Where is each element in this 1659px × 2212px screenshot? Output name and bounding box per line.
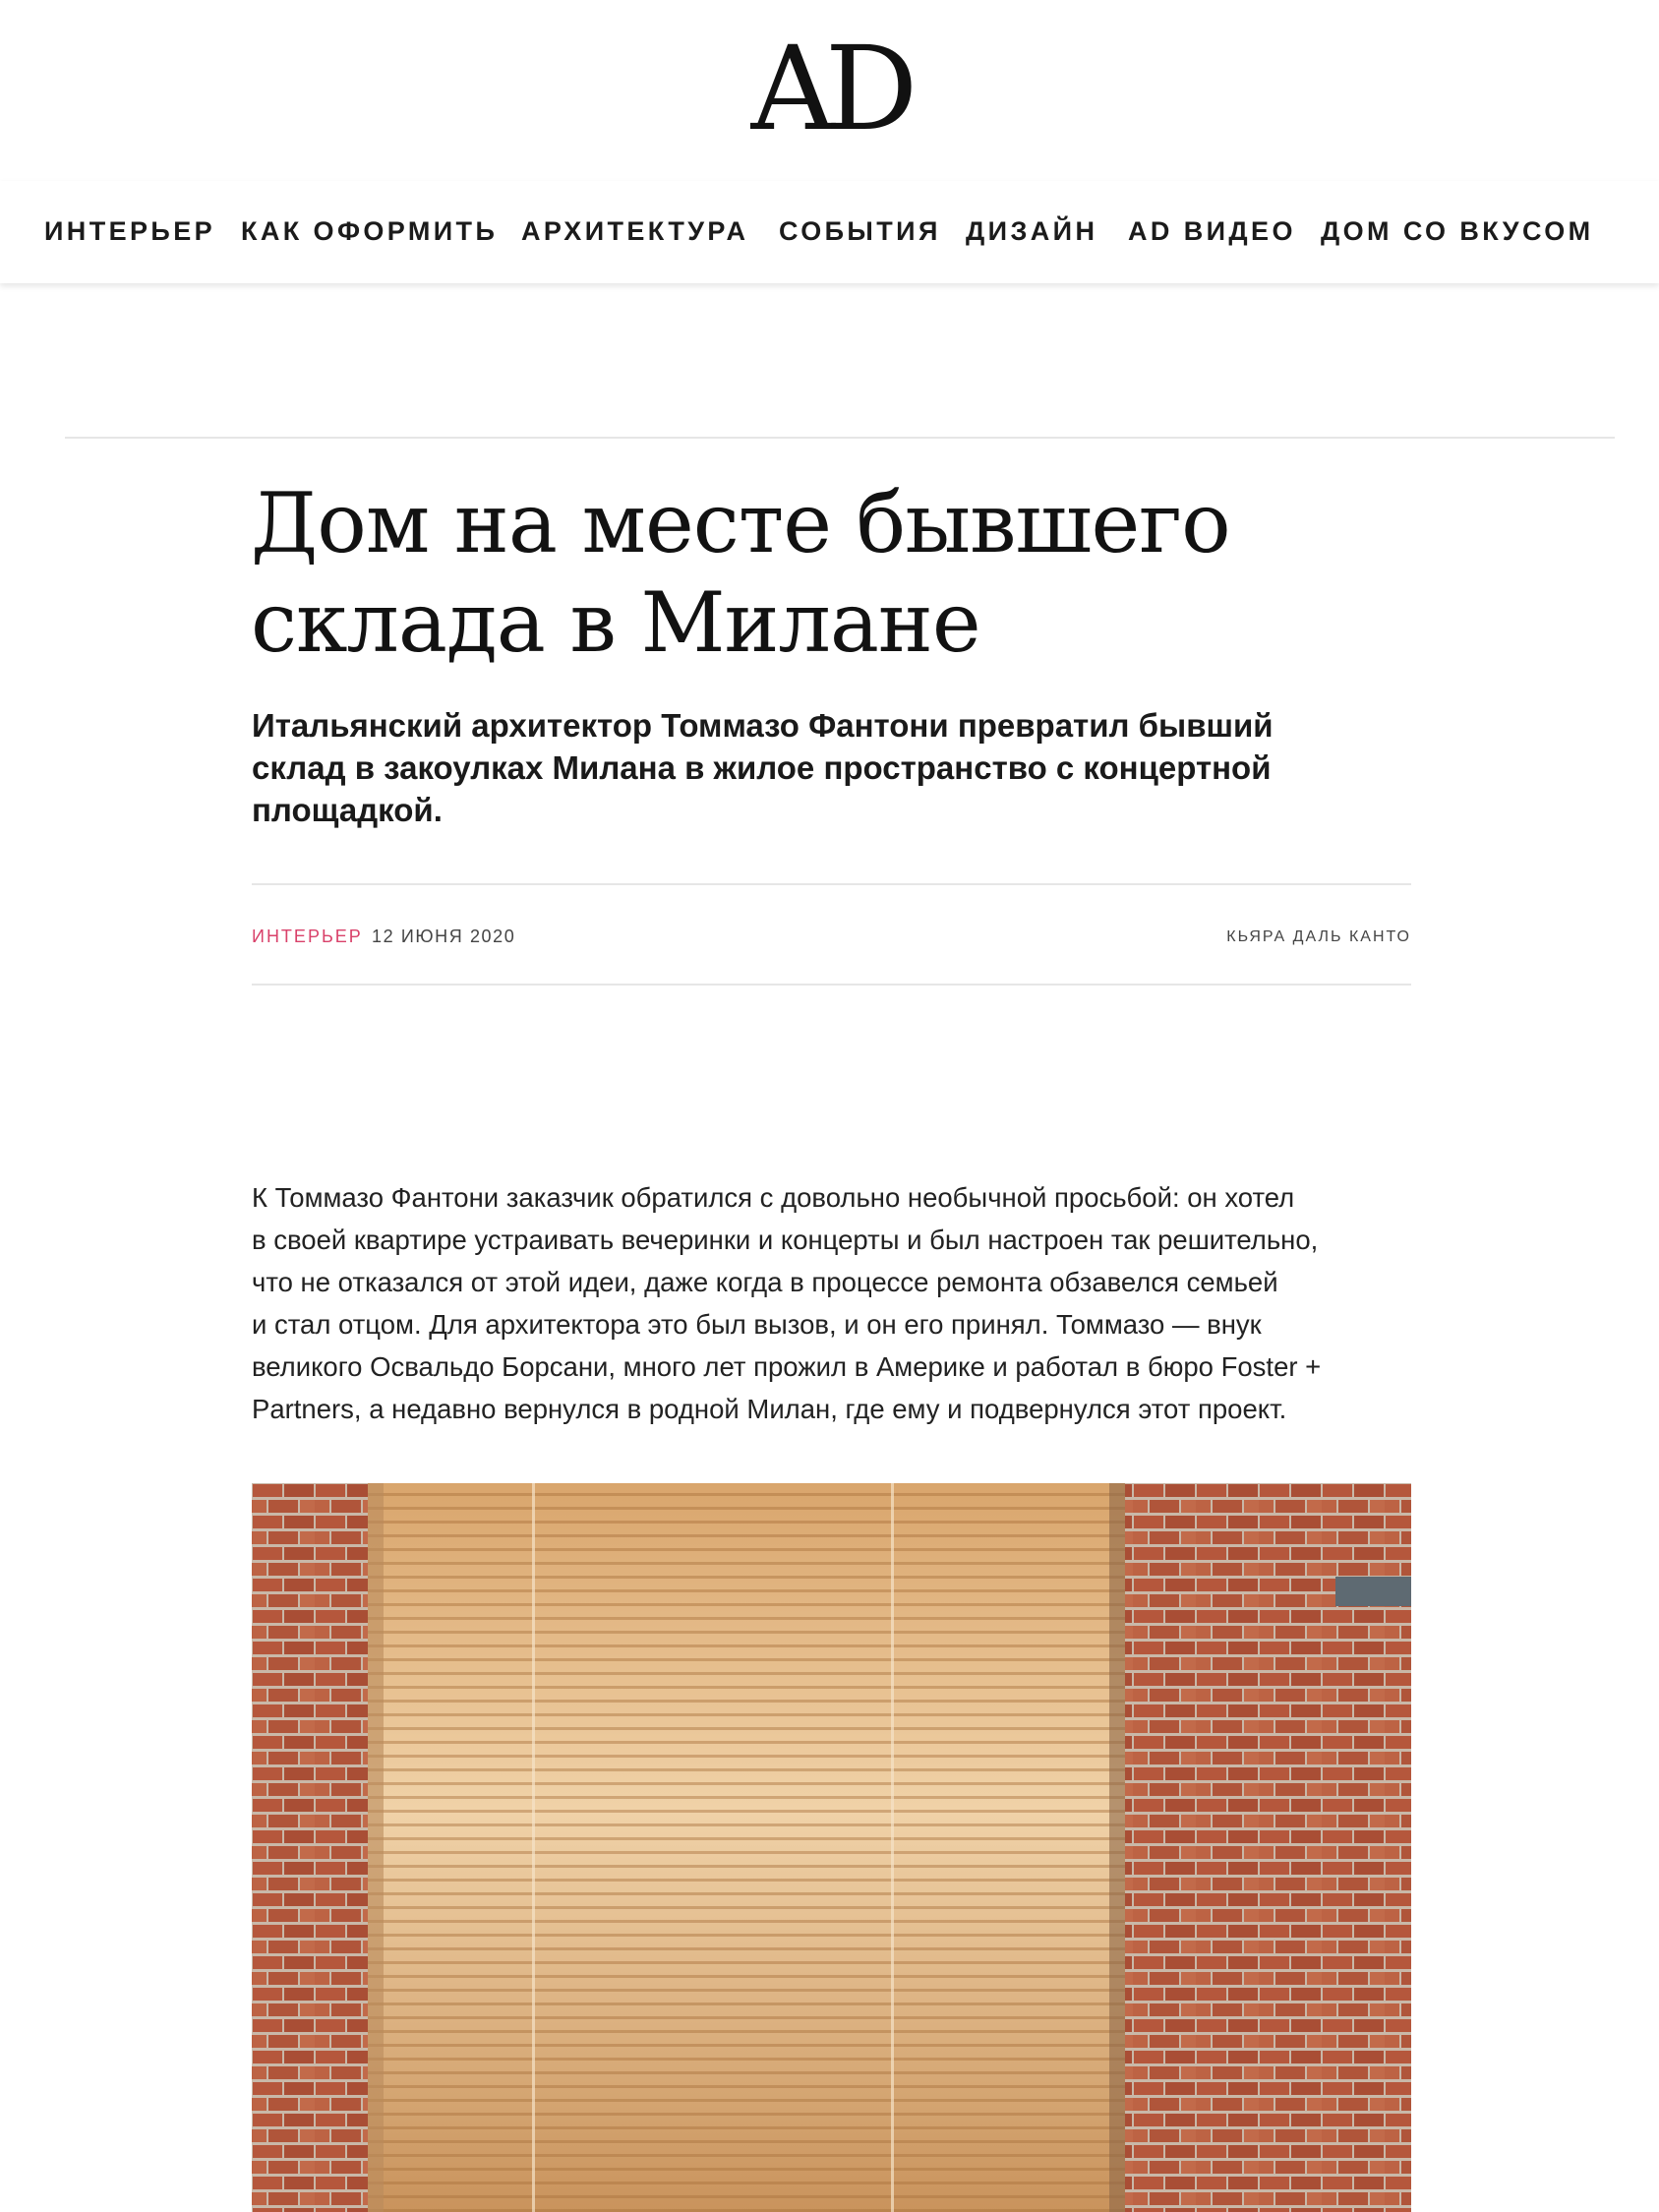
body-line: в своей квартире устраивать вечеринки и концерты и был настроен так решительно,: [252, 1225, 1319, 1255]
article-subtitle: [252, 704, 1383, 831]
divider: [65, 437, 1615, 439]
nav-item-design[interactable]: ДИЗАЙН: [966, 216, 1098, 246]
subtitle-line: площадкой.: [252, 792, 443, 828]
site-logo[interactable]: AD: [750, 21, 909, 156]
main-nav: [0, 181, 1659, 283]
body-line: что не отказался от этой идеи, даже когда в процессе ремонта обзавелся семьей: [252, 1267, 1278, 1297]
meta-divider-top: [252, 883, 1411, 885]
body-line: Partners, а недавно вернулся в родной Милан, где ему и подвернулся этот проект.: [252, 1394, 1287, 1424]
article-title: [251, 474, 1392, 673]
meta-divider-bottom: [252, 984, 1411, 986]
article-date: 12 ИЮНЯ 2020: [372, 927, 516, 946]
nav-item-architecture[interactable]: АРХИТЕКТУРА: [521, 216, 749, 246]
nav-item-how-to[interactable]: КАК ОФОРМИТЬ: [241, 216, 499, 246]
brick-wall-blinds-illustration: [252, 1483, 1411, 2212]
article-photo: [252, 1483, 1411, 2212]
nav-item-ad-video[interactable]: AD ВИДЕО: [1128, 216, 1296, 246]
title-line: склада в Милане: [251, 574, 980, 671]
subtitle-line: Итальянский архитектор Томмазо Фантони превратил бывший: [252, 707, 1274, 744]
nav-item-events[interactable]: СОБЫТИЯ: [779, 216, 941, 246]
body-line: и стал отцом. Для архитектора это был вызов, и он его принял. Томмазо — внук: [252, 1309, 1262, 1340]
article-category-link[interactable]: ИНТЕРЬЕР: [252, 927, 363, 946]
nav-item-tasteful-home[interactable]: ДОМ СО ВКУСОМ: [1321, 216, 1594, 246]
subtitle-line: склад в закоулках Милана в жилое пространство с концертной: [252, 749, 1272, 786]
article-author-link[interactable]: КЬЯРА ДАЛЬ КАНТО: [1226, 928, 1411, 945]
body-line: великого Освальдо Борсани, много лет прожил в Америке и работал в бюро Foster +: [252, 1351, 1322, 1382]
body-line: К Томмазо Фантони заказчик обратился с довольно необычной просьбой: он хотел: [252, 1182, 1295, 1213]
title-line: Дом на месте бывшего: [251, 475, 1230, 571]
article-body: [252, 1176, 1432, 1430]
nav-item-interior[interactable]: ИНТЕРЬЕР: [44, 216, 216, 246]
site-header: [0, 0, 1659, 183]
